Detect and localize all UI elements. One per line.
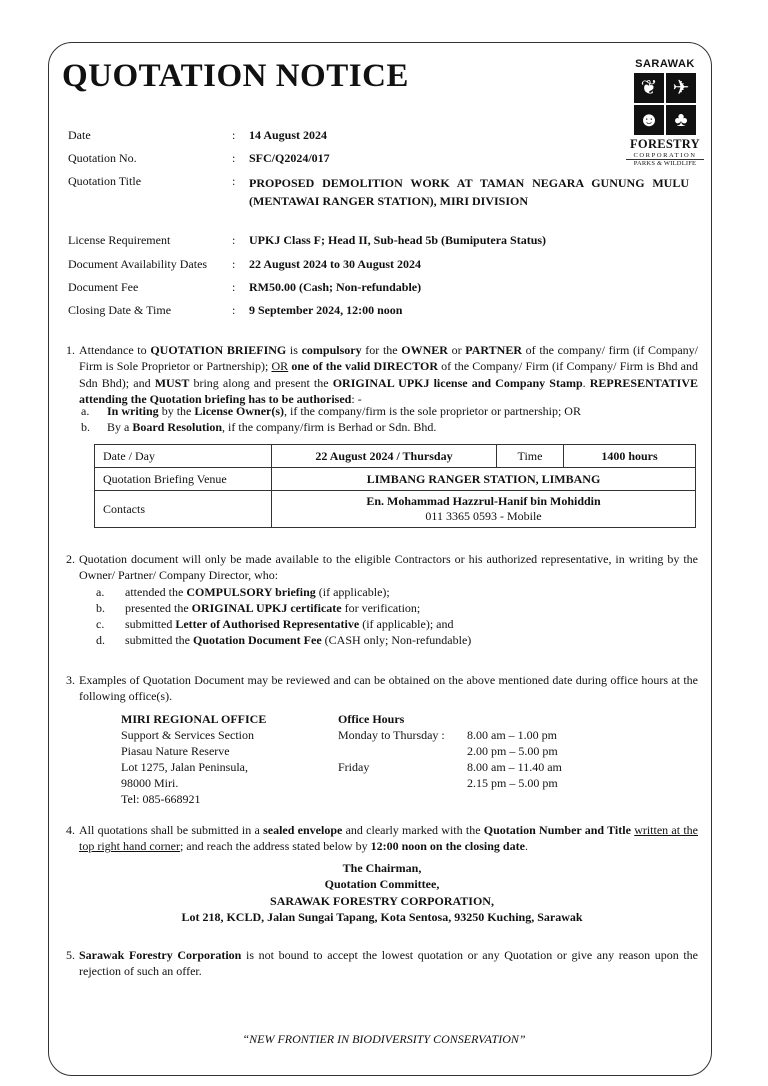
field-label-availability: Document Availability Dates xyxy=(68,257,208,271)
office-line: 98000 Miri. xyxy=(121,776,179,790)
hours-time: 8.00 am – 11.40 am xyxy=(467,760,562,774)
submission-address xyxy=(66,860,698,925)
section-5 xyxy=(66,947,698,980)
orangutan-icon: ☻ xyxy=(634,105,664,135)
section-number: 3. xyxy=(66,673,75,687)
table-cell-value: 1400 hours xyxy=(564,445,696,468)
table-cell-value xyxy=(272,491,696,528)
footer-slogan: “NEW FRONTIER IN BIODIVERSITY CONSERVATION” xyxy=(242,1032,526,1046)
office-hours-title: Office Hours xyxy=(338,712,405,726)
section-3-text: Examples of Quotation Document may be reviewed and can be obtained on the above mentioned date during office hours at the following office(s). xyxy=(79,673,698,704)
leaf-icon: ❦ xyxy=(634,73,664,103)
office-address xyxy=(121,711,266,807)
list-item: attended the COMPULSORY briefing (if applicable); xyxy=(125,585,390,599)
logo-top-text: SARAWAK xyxy=(635,58,695,70)
section-1-item-a: In writing by the License Owner(s), if the company/firm is the sole proprietor or partnership; OR xyxy=(107,404,581,418)
colon: : xyxy=(232,174,236,188)
colon: : xyxy=(232,233,236,247)
office-line: Support & Services Section xyxy=(121,728,254,742)
address-line: Quotation Committee, xyxy=(324,877,440,892)
section-3 xyxy=(66,672,698,705)
section-2-text: Quotation document will only be made available to the eligible Contractors or his authorized representative, in writing by the Owner/ Partner/ Company Director, who: xyxy=(79,552,698,583)
logo-sub: PARKS & WILDLIFE xyxy=(633,160,697,167)
section-number: 5. xyxy=(66,948,75,962)
field-label-quotation-title: Quotation Title xyxy=(68,174,142,188)
table-cell-label: Quotation Briefing Venue xyxy=(95,468,272,491)
field-value-license: UPKJ Class F; Head II, Sub-head 5b (Bumiputera Status) xyxy=(249,233,547,247)
list-letter: b. xyxy=(81,420,90,434)
field-value-date: 14 August 2024 xyxy=(249,128,328,142)
section-1 xyxy=(66,342,698,407)
table-cell-label: Contacts xyxy=(95,491,272,528)
field-label-date: Date xyxy=(68,128,91,142)
field-value-quotation-title: PROPOSED DEMOLITION WORK AT TAMAN NEGARA GUNUNG MULU (MENTAWAI RANGER STATION), MIRI DIVISION xyxy=(249,176,689,208)
office-line: Tel: 085-668921 xyxy=(121,792,201,806)
address-line: The Chairman, xyxy=(342,861,422,875)
field-value-quotation-no: SFC/Q2024/017 xyxy=(249,151,330,165)
colon: : xyxy=(232,257,236,271)
section-2 xyxy=(66,551,698,584)
colon: : xyxy=(232,303,236,317)
section-1-item-b: By a Board Resolution, if the company/firm is Berhad or Sdn. Bhd. xyxy=(107,420,437,434)
field-label-license: License Requirement xyxy=(68,233,171,247)
list-item: submitted the Quotation Document Fee (CASH only; Non-refundable) xyxy=(125,633,472,647)
section-number: 4. xyxy=(66,823,75,837)
table-row xyxy=(95,491,696,528)
section-5-text: Sarawak Forestry Corporation is not bound to accept the lowest quotation or any Quotation or give any reason upon the rejection of such an offer. xyxy=(79,948,699,979)
section-number: 2. xyxy=(66,552,75,566)
table-cell-label: Time xyxy=(497,445,564,468)
logo-name: FORESTRY xyxy=(629,137,701,151)
address-line: SARAWAK FORESTRY CORPORATION, xyxy=(270,893,494,908)
colon: : xyxy=(232,280,236,294)
logo-emblem xyxy=(634,73,696,135)
list-letter: b. xyxy=(96,601,105,615)
office-line: Piasau Nature Reserve xyxy=(121,744,230,758)
table-cell-value: 22 August 2024 / Thursday xyxy=(272,445,497,468)
field-label-closing: Closing Date & Time xyxy=(68,303,172,317)
list-letter: d. xyxy=(96,633,105,647)
colon: : xyxy=(232,151,236,165)
hours-time: 8.00 am – 1.00 pm xyxy=(467,728,557,742)
address-line: Lot 218, KCLD, Jalan Sungai Tapang, Kota Sentosa, 93250 Kuching, Sarawak xyxy=(181,909,583,924)
list-letter: c. xyxy=(96,617,105,631)
page-title: QUOTATION NOTICE xyxy=(62,58,409,94)
list-item: submitted Letter of Authorised Representative (if applicable); and xyxy=(125,617,454,631)
section-4 xyxy=(66,822,698,855)
list-letter: a. xyxy=(81,404,90,418)
list-letter: a. xyxy=(96,585,105,599)
bird-icon: ✈ xyxy=(666,73,696,103)
section-number: 1. xyxy=(66,343,75,357)
field-value-closing: 9 September 2024, 12:00 noon xyxy=(249,303,403,317)
contact-name: En. Mohammad Hazzrul-Hanif bin Mohiddin xyxy=(366,494,601,508)
hours-day-label: Monday to Thursday : xyxy=(338,728,445,742)
section-4-text: All quotations shall be submitted in a sealed envelope and clearly marked with the Quotation Number and Title written at the top right hand corner; and reach the address stated below by 12:00 noon on the closing date. xyxy=(79,823,699,854)
tree-icon: ♣ xyxy=(666,105,696,135)
table-cell-label: Date / Day xyxy=(95,445,272,468)
sarawak-forestry-logo xyxy=(626,58,704,167)
colon: : xyxy=(232,128,236,142)
hours-day-label: Friday xyxy=(338,760,370,774)
field-value-availability: 22 August 2024 to 30 August 2024 xyxy=(249,257,422,271)
hours-time: 2.00 pm – 5.00 pm xyxy=(467,744,558,758)
field-label-quotation-no: Quotation No. xyxy=(68,151,137,165)
table-row xyxy=(95,445,696,468)
logo-corp: CORPORATION xyxy=(626,152,704,160)
field-value-fee: RM50.00 (Cash; Non-refundable) xyxy=(249,280,422,294)
list-item: presented the ORIGINAL UPKJ certificate for verification; xyxy=(125,601,421,615)
hours-time: 2.15 pm – 5.00 pm xyxy=(467,776,558,790)
contact-phone: 011 3365 0593 - Mobile xyxy=(425,509,542,523)
section-1-text: Attendance to QUOTATION BRIEFING is compulsory for the OWNER or PARTNER of the company/ firm (if Company/ Firm is Sole Proprietor or Partnership); OR one of the valid DIRECTOR of the Company/ Firm (if Company/ Firm is Bhd and Sdn Bhd); and MUST bring along and present the ORIGINAL UPKJ license and Company Stamp. REPRESENTATIVE attending the Quotation briefing has to be authorised: - xyxy=(79,343,699,406)
table-row xyxy=(95,468,696,491)
field-label-fee: Document Fee xyxy=(68,280,139,294)
table-cell-value: LIMBANG RANGER STATION, LIMBANG xyxy=(272,468,696,491)
office-line: Lot 1275, Jalan Peninsula, xyxy=(121,760,248,774)
briefing-table xyxy=(94,444,696,528)
office-title: MIRI REGIONAL OFFICE xyxy=(121,712,267,726)
